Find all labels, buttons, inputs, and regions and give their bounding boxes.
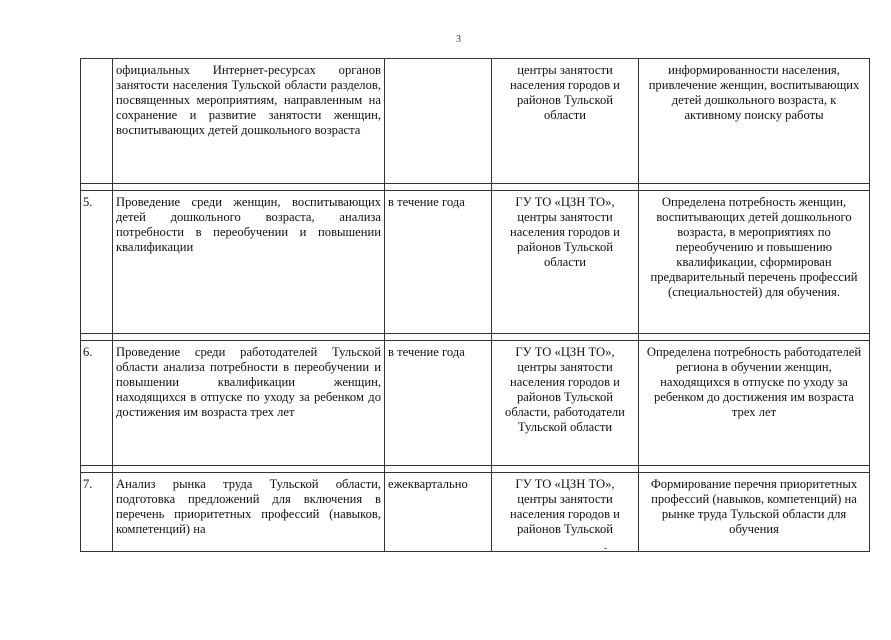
table-row	[81, 59, 870, 184]
result-cell: Определена потребность работодателей региона в обучении женщин, находящихся в отпуске по уходу за ребенком до достижения им возраста трех лет	[639, 341, 870, 466]
executor-cell: ГУ ТО «ЦЗН ТО», центры занятости населения городов и районов Тульской области	[492, 191, 639, 334]
period-cell: ежеквартально	[385, 473, 492, 552]
row-number	[81, 59, 113, 184]
executor-cell: ГУ ТО «ЦЗН ТО», центры занятости населения городов и районов Тульской	[492, 473, 639, 552]
separator-cell	[639, 184, 870, 191]
separator-cell	[385, 334, 492, 341]
separator-cell	[492, 334, 639, 341]
separator-cell	[639, 466, 870, 473]
event-cell: Проведение среди женщин, воспитывающих детей дошкольного возраста, анализа потребности в переобучении и повышении квалификации	[113, 191, 385, 334]
event-cell: Анализ рынка труда Тульской области, подготовка предложений для включения в перечень приоритетных профессий (навыков, компетенций) на	[113, 473, 385, 552]
table-row	[81, 191, 870, 334]
period-cell	[385, 59, 492, 184]
separator-cell	[492, 466, 639, 473]
row-number: 7.	[81, 473, 113, 552]
plan-table	[80, 58, 870, 552]
row-separator	[81, 466, 870, 473]
separator-cell	[81, 184, 113, 191]
event-cell: официальных Интернет-ресурсах органов занятости населения Тульской области разделов, посвященных мероприятиям, направленным на сохранение и развитие занятости женщин, воспитывающих детей дошкольного возраста	[113, 59, 385, 184]
executor-cell: ГУ ТО «ЦЗН ТО», центры занятости населения городов и районов Тульской области, работодатели Тульской области	[492, 341, 639, 466]
result-cell: Определена потребность женщин, воспитывающих детей дошкольного возраста, в мероприятиях по переобучению и повышению квалификации, сформирован предварительный перечень профессий (специальностей) для обучения.	[639, 191, 870, 334]
separator-cell	[385, 184, 492, 191]
table-row	[81, 473, 870, 552]
row-separator	[81, 334, 870, 341]
scan-speck	[604, 548, 607, 549]
separator-cell	[385, 466, 492, 473]
executor-cell: центры занятости населения городов и районов Тульской области	[492, 59, 639, 184]
row-separator	[81, 184, 870, 191]
separator-cell	[81, 334, 113, 341]
result-cell: Формирование перечня приоритетных профессий (навыков, компетенций) на рынке труда Тульской области для обучения	[639, 473, 870, 552]
separator-cell	[113, 466, 385, 473]
period-cell: в течение года	[385, 341, 492, 466]
separator-cell	[492, 184, 639, 191]
row-number: 6.	[81, 341, 113, 466]
page-number: 3	[456, 34, 461, 45]
result-cell: информированности населения, привлечение женщин, воспитывающих детей дошкольного возраста, к активному поиску работы	[639, 59, 870, 184]
separator-cell	[639, 334, 870, 341]
separator-cell	[113, 334, 385, 341]
row-number: 5.	[81, 191, 113, 334]
separator-cell	[81, 466, 113, 473]
event-cell: Проведение среди работодателей Тульской области анализа потребности в переобучении и повышении квалификации женщин, находящихся в отпуске по уходу за ребенком до достижения им возраста трех лет	[113, 341, 385, 466]
period-cell: в течение года	[385, 191, 492, 334]
separator-cell	[113, 184, 385, 191]
table-row	[81, 341, 870, 466]
